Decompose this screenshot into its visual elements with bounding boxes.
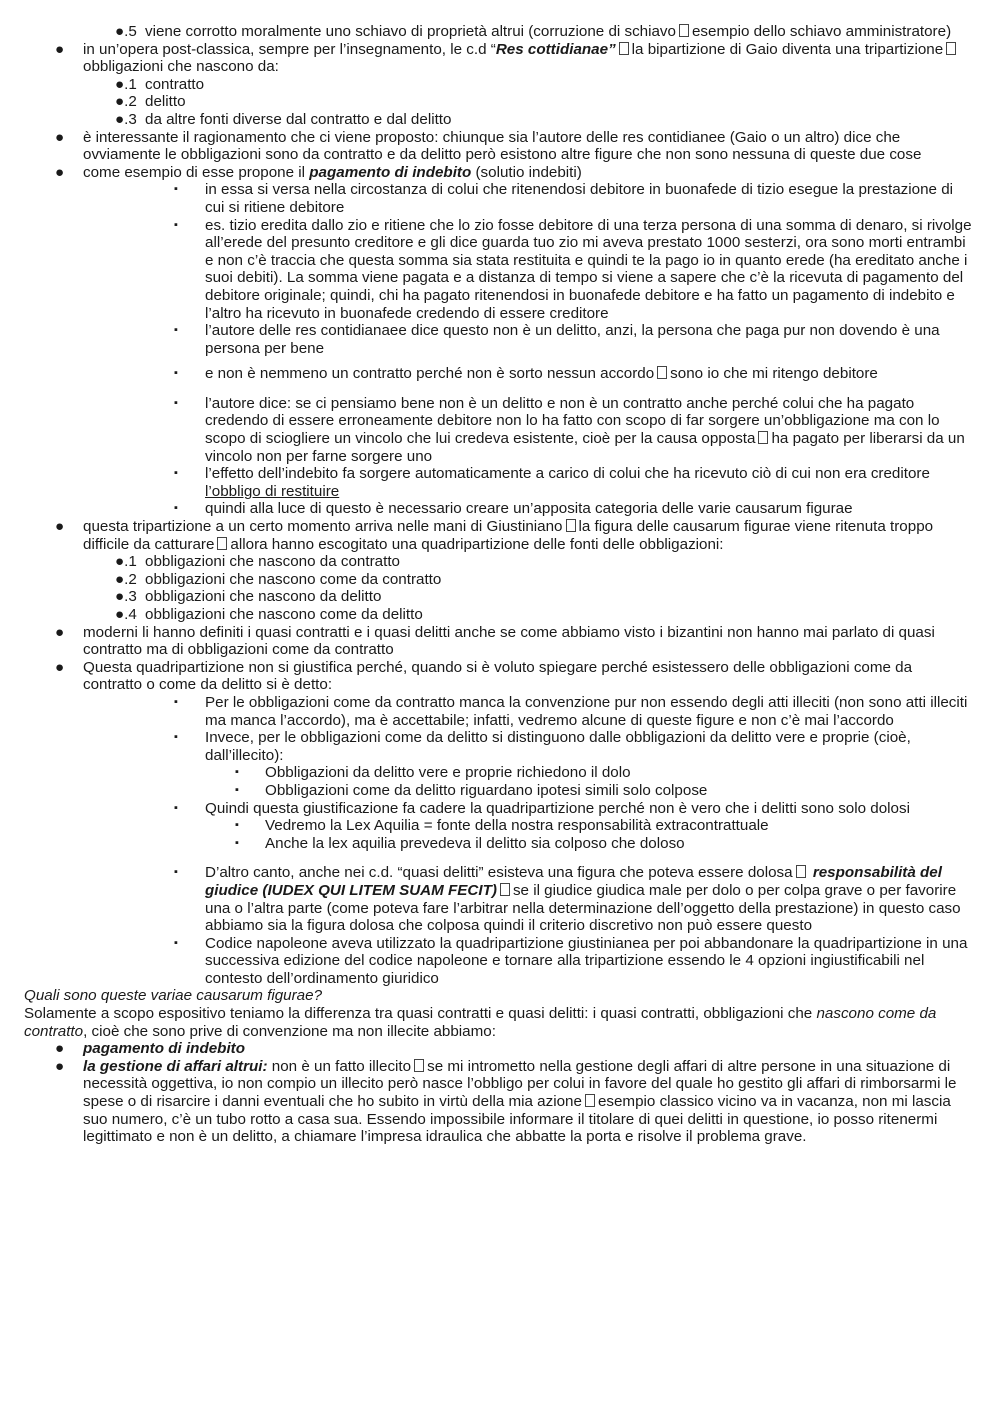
list-item-numbered (0, 571, 1000, 589)
bullet-icon: ● (55, 623, 65, 641)
square-bullet-icon: ▪ (235, 836, 239, 849)
text-segment: (solutio indebiti) (471, 163, 582, 181)
list-item-square-nested (0, 764, 1000, 782)
list-item-numbered (0, 588, 1000, 606)
text-segment: l’effetto dell’indebito fa sorgere automaticamente a carico di colui che ha ricevuto ciò di cui non era creditore (205, 465, 930, 483)
list-item-numbered (0, 93, 1000, 111)
missing-glyph-icon (414, 1059, 424, 1072)
text-segment: sono io che mi ritengo debitore (670, 365, 878, 383)
text-segment: esempio dello schiavo amministratore) (691, 23, 952, 40)
list-marker: ●.3 (115, 588, 137, 606)
text-segment: e non è nemmeno un contratto perché non è sorto nessun accordo (205, 365, 655, 383)
square-bullet-icon: ▪ (174, 502, 178, 515)
list-item-square (0, 694, 1000, 729)
list-item-text: obbligazioni che nascono da delitto (145, 588, 382, 606)
emphasis-term: la gestione di affari altrui: (83, 1057, 268, 1075)
missing-glyph-icon (585, 1094, 595, 1107)
list-item-square-nested (0, 835, 1000, 853)
list-marker: ●.5 (115, 23, 137, 40)
list-item-text: è interessante il ragionamento che ci viene proposto: chiunque sia l’autore delle res contidianee (Gaio o un altro) dice che ovviamente le obbligazioni sono da contratto e da delitto però esistono altre figure che non sono nessuna di queste due cose (83, 128, 922, 164)
list-item-numbered (0, 23, 1000, 41)
text-segment: viene corrotto moralmente uno schiavo di proprietà altrui (corruzione di schiavo (145, 23, 676, 40)
list-item-text: obbligazioni che nascono come da delitto (145, 606, 423, 623)
list-item-text: Vedremo la Lex Aquilia = fonte della nostra responsabilità extracontrattuale (265, 817, 769, 835)
list-marker: ●.4 (115, 606, 137, 623)
emphasis-term: responsabilità del giudice (IUDEX QUI LITEM SUAM FECIT) (205, 864, 942, 899)
text-segment: in un’opera post-classica, sempre per l’insegnamento, le c.d “ (83, 40, 496, 58)
bullet-icon: ● (55, 1040, 65, 1058)
section-question (0, 987, 1000, 1005)
square-bullet-icon: ▪ (174, 218, 178, 231)
square-bullet-icon: ▪ (174, 866, 178, 879)
missing-glyph-icon (946, 42, 956, 55)
square-bullet-icon: ▪ (174, 467, 178, 480)
text-segment: Solamente a scopo espositivo teniamo la differenza tra quasi contratti e quasi delitti: i quasi contratti, obbligazioni che (24, 1005, 817, 1023)
text-segment: l’autore dice: se ci pensiamo bene non è un delitto e non è un contratto anche perché colui che ha pagato credendo di essere erroneamente debitore non lo ha fatto con scopo di far sorgere un’obbligazione ma con lo scopo di sciogliere un vincolo che lui credeva esistente, cioè per la causa opposta (205, 394, 940, 448)
list-item-numbered (0, 606, 1000, 624)
square-bullet-icon: ▪ (174, 695, 178, 708)
missing-glyph-icon (619, 42, 629, 55)
list-item-text: es. tizio eredita dallo zio e ritiene che lo zio fosse debitore di una terza persona di una somma di denaro, si rivolge all’erede del presunto creditore e gli dice guarda tuo zio mi aveva prestato 1000 sesterzi, ora sono morti entrambi e non c’è traccia che questa somma sia stata restituita e quindi te la pago io in quanto erede (ha ereditato anche i suoi debiti). La somma viene pagata e a distanza di tempo si viene a sapere che c’è la ricevuta di pagamento del debitore originale; quindi, chi ha pagato ritenendosi in buonafede debitore e ha fatto un pagamento di indebito e l’altro ha ricevuto in buonafede credendo di essere creditore (205, 216, 972, 322)
list-item-square (0, 322, 1000, 357)
missing-glyph-icon (500, 883, 510, 896)
list-item-text: obbligazioni che nascono da contratto (145, 553, 400, 571)
text-segment: esempio classico vicino va in vacanza, non mi lascia suo numero, c’è un tubo rotto a casa sua. Essendo impossibile informare il titolare di quei delitti in questione, io posso ritenermi legittimato e non è un delitto, a chiamare l’impresa idraulica che abbatte la porta e risolve il problema grave. (83, 1093, 951, 1146)
underlined-term: l’obbligo di restituire (205, 482, 340, 500)
text-segment: questa tripartizione a un certo momento arriva nelle mani di Giustiniano (83, 518, 563, 536)
list-item-bullet (0, 129, 1000, 164)
list-marker: ●.1 (115, 553, 137, 571)
bullet-icon: ● (55, 658, 65, 676)
list-item-text: Obbligazioni come da delitto riguardano ipotesi simili solo colpose (265, 781, 708, 799)
text-segment: non è un fatto illecito (267, 1057, 412, 1075)
italic-term: nascono come da contratto (24, 1005, 937, 1040)
bullet-icon: ● (55, 40, 65, 58)
list-item-bullet (0, 518, 1000, 553)
list-item-bullet (0, 624, 1000, 659)
text-segment: se mi intrometto nella gestione degli affari di altre persone in una situazione di necessità oggettiva, io non compio un illecito però nasce l’obbligo per colui in favore del quale ho gestito gli affari di rimborsarmi le spese o di risarcire i danni eventuali che ho subito in virtù della mia azione (83, 1057, 957, 1111)
text-segment: la bipartizione di Gaio diventa una tripartizione (631, 40, 944, 58)
list-item-text: delitto (145, 93, 186, 111)
bullet-icon: ● (55, 518, 65, 536)
list-item-bullet (0, 41, 1000, 76)
list-item-square (0, 181, 1000, 216)
missing-glyph-icon (566, 519, 576, 532)
list-item-text: Per le obbligazioni come da contratto manca la convenzione pur non essendo degli atti illeciti (non sono atti illeciti ma manca l’accordo), ma è accettabile; infatti, vedremo alcune di queste figure e non c’è mai l’accordo (205, 693, 968, 729)
list-item-square-nested (0, 817, 1000, 835)
square-bullet-icon: ▪ (174, 936, 178, 949)
list-item-text: da altre fonti diverse dal contratto e dal delitto (145, 110, 452, 128)
square-bullet-icon: ▪ (174, 324, 178, 337)
square-bullet-icon: ▪ (174, 183, 178, 196)
list-item-text: obbligazioni che nascono come da contratto (145, 570, 442, 588)
list-item-square (0, 729, 1000, 764)
missing-glyph-icon (758, 431, 768, 444)
paragraph (0, 1005, 1000, 1040)
list-item-square (0, 465, 1000, 500)
missing-glyph-icon (679, 24, 689, 37)
text-segment: la figura delle causarum figurae viene ritenuta troppo difficile da catturare (83, 518, 934, 553)
list-marker: ●.3 (115, 110, 137, 128)
question-text: Quali sono queste variae causarum figurae? (24, 987, 323, 1005)
missing-glyph-icon (217, 537, 227, 550)
list-item-numbered (0, 76, 1000, 94)
list-item-text: Anche la lex aquilia prevedeva il delitto sia colposo che doloso (265, 834, 685, 852)
list-item-square (0, 800, 1000, 818)
text-segment: ha pagato per liberarsi da un vincolo non per farne sorgere uno (205, 430, 965, 465)
list-marker: ●.1 (115, 75, 137, 93)
list-item-numbered (0, 553, 1000, 571)
list-marker: ●.2 (115, 93, 137, 111)
list-item-bullet (0, 1040, 1000, 1058)
list-item-numbered (0, 111, 1000, 129)
list-item-square (0, 365, 1000, 383)
list-item-square (0, 395, 1000, 465)
bullet-icon: ● (55, 163, 65, 181)
list-item-text: l’autore delle res contidianaee dice questo non è un delitto, anzi, la persona che paga pur non dovendo è una persona per bene (205, 322, 940, 357)
text-segment: , cioè che sono prive di convenzione ma non illecite abbiamo: (83, 1022, 496, 1040)
missing-glyph-icon (796, 865, 806, 878)
text-segment: se il giudice giudica male per dolo o per colpa grave o per favorire una o l’altra parte (come poteva fare l’arbitrar nella determinazione dell’oggetto della prestazione) in questo caso abbiamo sia la figura dolosa che colposa quindi il criterio discretivo non può essere questo (205, 881, 961, 935)
square-bullet-icon: ▪ (174, 367, 178, 380)
list-item-text: in essa si versa nella circostanza di colui che ritenendosi debitore in buonafede di tizio esegue la prestazione di cui si ritiene debitore (205, 181, 954, 216)
emphasis-term: Res cottidianae” (495, 40, 616, 58)
square-bullet-icon: ▪ (235, 783, 239, 796)
text-segment: come esempio di esse propone il (83, 163, 310, 181)
list-item-square (0, 500, 1000, 518)
square-bullet-icon: ▪ (174, 396, 178, 409)
list-item-bullet (0, 659, 1000, 694)
text-segment: D’altro canto, anche nei c.d. “quasi delitti” esisteva una figura che poteva essere dolosa (205, 864, 793, 882)
list-item-bullet (0, 164, 1000, 182)
list-item-text: Invece, per le obbligazioni come da delitto si distinguono dalle obbligazioni da delitto vere e proprie (cioè, dall’illecito): (205, 729, 911, 764)
bullet-icon: ● (55, 128, 65, 146)
list-item-bullet (0, 1058, 1000, 1146)
list-item-square (0, 217, 1000, 323)
list-item-square-nested (0, 782, 1000, 800)
missing-glyph-icon (657, 366, 667, 379)
emphasis-term: pagamento di indebito (309, 163, 472, 181)
square-bullet-icon: ▪ (174, 801, 178, 814)
list-item-square (0, 864, 1000, 934)
list-marker: ●.2 (115, 570, 137, 588)
list-item-text: contratto (145, 75, 205, 93)
list-item-square (0, 935, 1000, 988)
list-item-text: Obbligazioni da delitto vere e proprie richiedono il dolo (265, 764, 631, 782)
list-item-text: moderni li hanno definiti i quasi contratti e i quasi delitti anche se come abbiamo visto i bizantini non hanno mai parlato di quasi contratto ma di obbligazioni come da contratto (83, 623, 935, 659)
list-item-text: Codice napoleone aveva utilizzato la quadripartizione giustinianea per poi abbandonare la quadripartizione in una successiva edizione del codice napoleone e tornare alla tripartizione essendo le 4 opzioni ingiustificabili nel contesto dell’ordinamento giuridico (205, 934, 968, 987)
square-bullet-icon: ▪ (235, 766, 239, 779)
list-item-text: Quindi questa giustificazione fa cadere la quadripartizione perché non è vero che i delitti sono solo dolosi (205, 799, 910, 817)
bullet-icon: ● (55, 1057, 65, 1075)
list-item-text: Questa quadripartizione non si giustifica perché, quando si è voluto spiegare perché esistessero delle obbligazioni come da contratto o come da delitto si è detto: (83, 658, 913, 694)
square-bullet-icon: ▪ (235, 819, 239, 832)
list-item-text: quindi alla luce di questo è necessario creare un’apposita categoria delle varie causarum figurae (205, 500, 853, 518)
emphasis-term: pagamento di indebito (83, 1040, 245, 1058)
square-bullet-icon: ▪ (174, 731, 178, 744)
text-segment: allora hanno escogitato una quadripartizione delle fonti delle obbligazioni: (230, 535, 724, 553)
text-segment: obbligazioni che nascono da: (83, 58, 279, 76)
